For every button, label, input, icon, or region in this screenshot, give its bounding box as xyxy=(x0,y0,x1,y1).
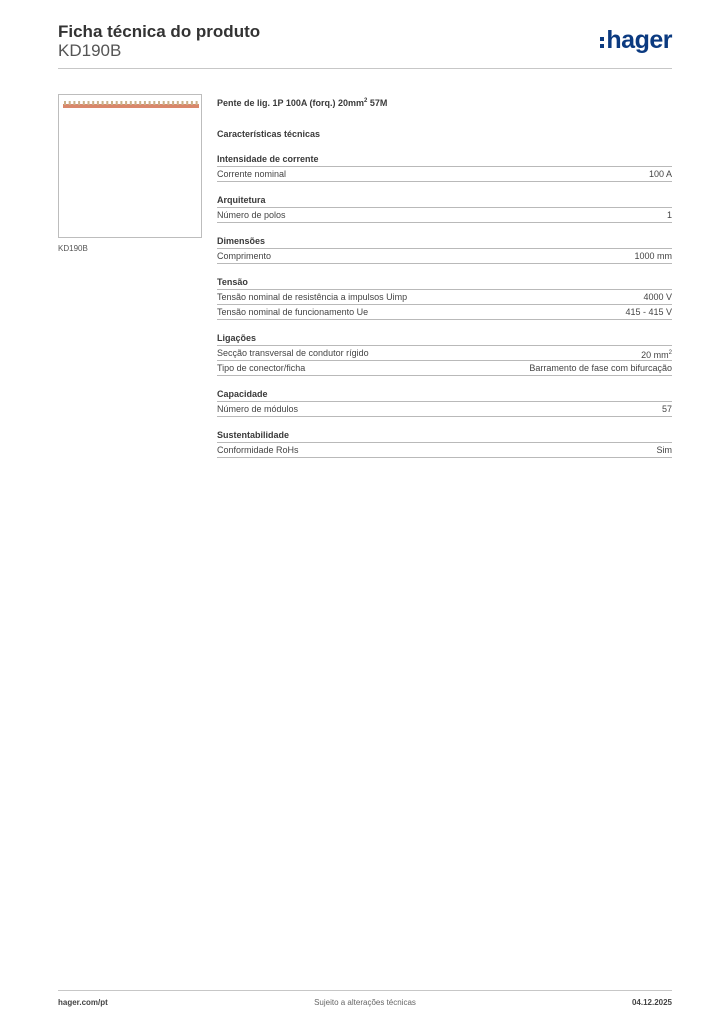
busbar-pin xyxy=(177,101,179,105)
footer-date: 04.12.2025 xyxy=(631,998,672,1007)
logo-text: hager xyxy=(606,26,672,54)
spec-row: Tensão nominal de resistência a impulsos Uimp 4000 V xyxy=(217,290,672,305)
busbar-pin xyxy=(116,101,118,105)
group-title: Capacidade xyxy=(217,388,672,402)
footer-website: hager.com/pt xyxy=(58,998,108,1007)
page-footer xyxy=(58,998,672,1010)
busbar-pin xyxy=(78,101,80,105)
busbar-pin xyxy=(196,101,198,105)
busbar-pin xyxy=(92,101,94,105)
spec-group-dimensions xyxy=(217,235,672,264)
busbar-pin xyxy=(97,101,99,105)
logo-dots-icon xyxy=(600,37,604,48)
hager-logo xyxy=(600,26,672,54)
busbar-pin xyxy=(135,101,137,105)
footer-note: Sujeito a alterações técnicas xyxy=(314,998,416,1007)
product-image xyxy=(58,94,202,238)
busbar-pin xyxy=(172,101,174,105)
section-title: Características técnicas xyxy=(217,129,321,139)
busbar-pin xyxy=(139,101,141,105)
spec-group-voltage xyxy=(217,276,672,320)
product-name: Pente de lig. 1P 100A (forq.) $20mm^2$ 57M xyxy=(217,98,388,108)
group-title: Dimensões xyxy=(217,235,672,249)
product-code: KD190B xyxy=(58,41,122,60)
spec-group-sustainability xyxy=(217,429,672,458)
spec-group-architecture xyxy=(217,194,672,223)
busbar-pin xyxy=(153,101,155,105)
busbar-pin xyxy=(83,101,85,105)
busbar-pin xyxy=(73,101,75,105)
busbar-pin xyxy=(186,101,188,105)
busbar-pin xyxy=(163,101,165,105)
spec-row: Tipo de conector/ficha Barramento de fase com bifurcação xyxy=(217,361,672,376)
busbar-illustration xyxy=(59,95,203,239)
spec-group-connections xyxy=(217,332,672,376)
busbar-pin xyxy=(144,101,146,105)
busbar-pin xyxy=(125,101,127,105)
header-divider xyxy=(58,68,672,69)
spec-row: Corrente nominal 100 A xyxy=(217,167,672,182)
busbar-pin xyxy=(69,101,71,105)
footer-divider xyxy=(58,990,672,991)
group-title: Tensão xyxy=(217,276,672,290)
busbar-pin xyxy=(149,101,151,105)
spec-row: Comprimento 1000 mm xyxy=(217,249,672,264)
page-title: Ficha técnica do produto xyxy=(58,22,261,41)
page-header xyxy=(58,20,672,68)
spec-row: Conformidade RoHs Sim xyxy=(217,443,672,458)
busbar-pin xyxy=(130,101,132,105)
group-title: Sustentabilidade xyxy=(217,429,672,443)
busbar-pin xyxy=(88,101,90,105)
group-title: Ligações xyxy=(217,332,672,346)
busbar-pin xyxy=(64,101,66,105)
spec-row: Número de polos 1 xyxy=(217,208,672,223)
busbar-pin xyxy=(102,101,104,105)
datasheet-content xyxy=(217,94,672,458)
spec-row: Secção transversal de condutor rígido 20 $mm^2$ xyxy=(217,348,672,360)
spec-row: Tensão nominal de funcionamento Ue 415 - 415 V xyxy=(217,305,672,320)
spec-group-capacity xyxy=(217,388,672,417)
product-image-caption: KD190B xyxy=(58,244,88,253)
busbar-pin xyxy=(106,101,108,105)
spec-group-current xyxy=(217,153,672,182)
busbar-pin xyxy=(120,101,122,105)
group-title: Arquitetura xyxy=(217,194,672,208)
group-title: Intensidade de corrente xyxy=(217,153,672,167)
busbar-pin xyxy=(182,101,184,105)
busbar-pin xyxy=(167,101,169,105)
spec-row: Número de módulos 57 xyxy=(217,402,672,417)
busbar-pin xyxy=(158,101,160,105)
busbar-pin xyxy=(111,101,113,105)
busbar-pin xyxy=(191,101,193,105)
